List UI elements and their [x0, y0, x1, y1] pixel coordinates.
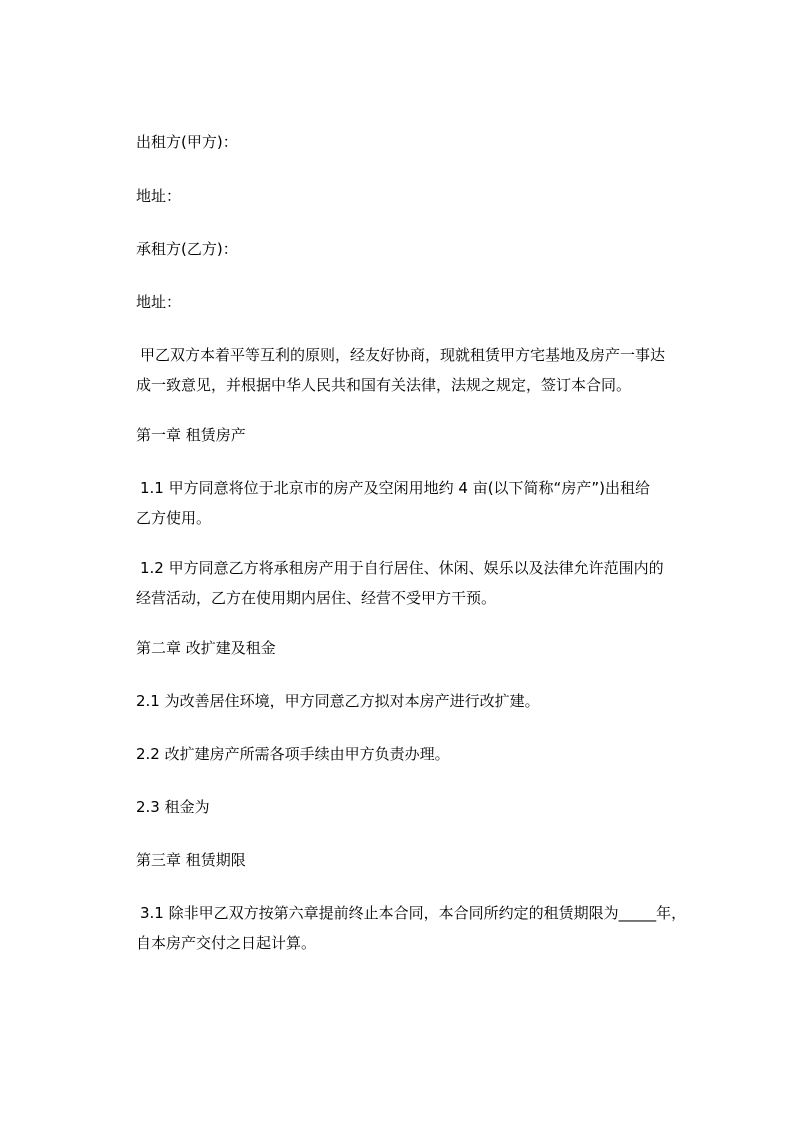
lessor-label: 出租方(甲方)： — [136, 133, 238, 151]
chapter-2-title: 第二章 改扩建及租金 — [136, 639, 276, 657]
lessee-address-label: 地址： — [136, 293, 182, 311]
lessee-label: 承租方(乙方)： — [136, 240, 238, 258]
clause-3-1-line-2: 自本房产交付之日起计算。 — [136, 934, 317, 952]
clause-1-2-line-1: 1.2 甲方同意乙方将承租房产用于自行居住、休闲、娱乐以及法律允许范围内的 — [140, 559, 664, 577]
clause-3-1-line-1: 3.1 除非甲乙双方按第六章提前终止本合同，本合同所约定的租赁期限为_____年， — [140, 904, 687, 922]
clause-2-2: 2.2 改扩建房产所需各项手续由甲方负责办理。 — [136, 745, 450, 763]
preamble-line-1: 甲乙双方本着平等互利的原则，经友好协商，现就租赁甲方宅基地及房产一事达 — [140, 346, 666, 364]
clause-1-1 — [136, 473, 720, 533]
preamble-line-2: 成一致意见，并根据中华人民共和国有关法律，法规之规定，签订本合同。 — [136, 376, 632, 394]
clause-2-3: 2.3 租金为 — [136, 798, 210, 816]
clause-2-1: 2.1 为改善居住环境，甲方同意乙方拟对本房产进行改扩建。 — [136, 692, 540, 710]
preamble-paragraph — [136, 340, 720, 400]
clause-3-1 — [136, 898, 720, 958]
clause-1-1-line-1: 1.1 甲方同意将位于北京市的房产及空闲用地约 4 亩(以下简称“房产”)出租给 — [140, 479, 650, 497]
chapter-1-title: 第一章 租赁房产 — [136, 426, 246, 444]
chapter-3-title: 第三章 租赁期限 — [136, 851, 246, 869]
clause-1-2-line-2: 经营活动，乙方在使用期内居住、经营不受甲方干预。 — [136, 589, 497, 607]
lessor-address-label: 地址： — [136, 187, 182, 205]
clause-1-1-line-2: 乙方使用。 — [136, 509, 212, 527]
clause-1-2 — [136, 553, 720, 613]
